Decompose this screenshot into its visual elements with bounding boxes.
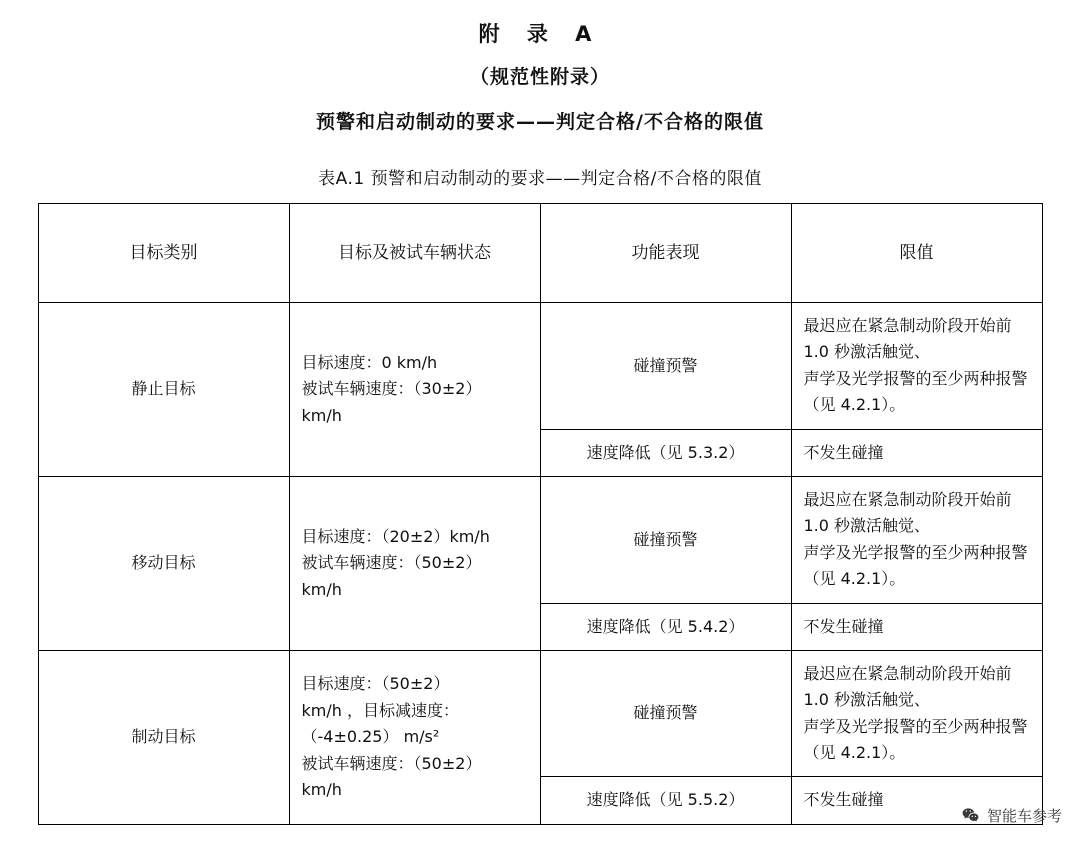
limit-line: 最迟应在紧急制动阶段开始前 1.0 秒激活触觉、 (803, 316, 1012, 362)
table-caption: 表A.1 预警和启动制动的要求——判定合格/不合格的限值 (318, 169, 762, 189)
cell-limit (791, 650, 1042, 777)
state-line: 被试车辆速度：（50±2） (301, 753, 482, 773)
state-line: km/h (301, 405, 342, 425)
column-header-state: 目标及被试车辆状态 (289, 204, 540, 303)
cell-state (289, 650, 540, 824)
table-row (38, 476, 1042, 603)
cell-state (289, 476, 540, 650)
cell-limit: 不发生碰撞 (791, 777, 1042, 824)
cell-function: 碰撞预警 (540, 476, 791, 603)
cell-function: 速度降低（见 5.5.2） (540, 777, 791, 824)
table-row (38, 650, 1042, 777)
cell-category: 静止目标 (38, 303, 289, 477)
appendix-title: 附 录 A (478, 22, 602, 46)
column-header-category: 目标类别 (38, 204, 289, 303)
cell-limit (791, 476, 1042, 603)
cell-limit: 不发生碰撞 (791, 603, 1042, 650)
requirements-table (38, 203, 1043, 825)
state-line: km/h (301, 779, 342, 799)
cell-function: 碰撞预警 (540, 303, 791, 430)
cell-limit (791, 303, 1042, 430)
watermark (961, 805, 1062, 826)
state-line: 目标速度：（20±2）km/h (301, 526, 490, 546)
cell-limit: 不发生碰撞 (791, 429, 1042, 476)
limit-line: 最迟应在紧急制动阶段开始前 1.0 秒激活触觉、 (803, 489, 1012, 536)
cell-category: 移动目标 (38, 476, 289, 650)
limit-line: 声学及光学报警的至少两种报警（见 4.2.1）。 (803, 716, 1028, 763)
column-header-limit: 限值 (791, 204, 1042, 303)
wechat-icon (961, 806, 980, 825)
watermark-label: 智能车参考 (986, 807, 1062, 825)
appendix-heading: 预警和启动制动的要求——判定合格/不合格的限值 (316, 111, 764, 133)
cell-function: 速度降低（见 5.3.2） (540, 429, 791, 476)
state-line: 目标速度：（50±2） (301, 674, 450, 694)
table-header-row (38, 204, 1042, 303)
cell-category: 制动目标 (38, 650, 289, 824)
document-page (0, 18, 1080, 842)
state-line: 目标速度：0 km/h (301, 352, 438, 372)
state-line: 被试车辆速度：（30±2） (301, 379, 482, 399)
table-row (38, 303, 1042, 430)
cell-state (289, 303, 540, 477)
state-line: km/h ，目标减速度： (301, 700, 459, 720)
cell-function: 碰撞预警 (540, 650, 791, 777)
limit-line: 最迟应在紧急制动阶段开始前 1.0 秒激活触觉、 (803, 663, 1012, 710)
limit-line: 声学及光学报警的至少两种报警（见 4.2.1）。 (803, 368, 1028, 415)
state-line: 被试车辆速度：（50±2） (301, 553, 482, 573)
state-line: （-4±0.25） m/s² (301, 727, 440, 747)
limit-line: 声学及光学报警的至少两种报警（见 4.2.1）。 (803, 542, 1028, 589)
cell-function: 速度降低（见 5.4.2） (540, 603, 791, 650)
column-header-function: 功能表现 (540, 204, 791, 303)
state-line: km/h (301, 579, 342, 599)
appendix-subtitle: （规范性附录） (469, 66, 610, 88)
